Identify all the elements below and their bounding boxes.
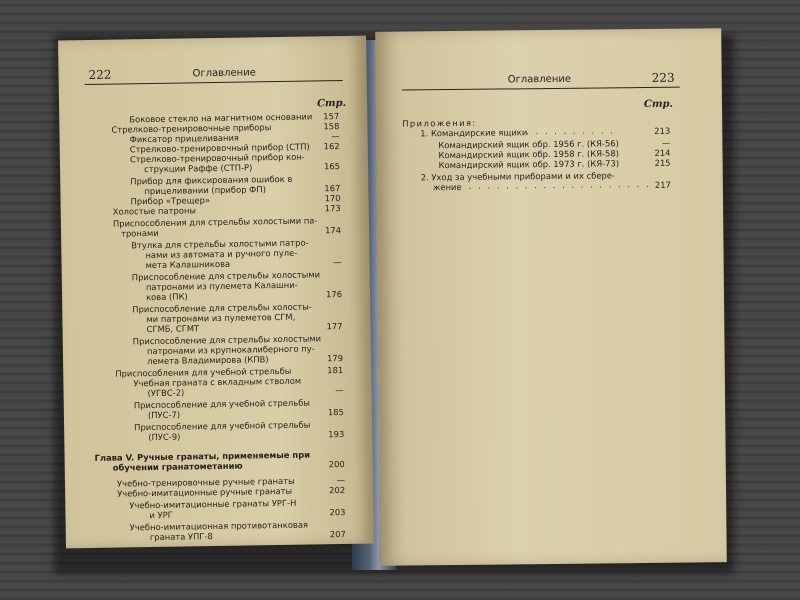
toc-entry: и УРГ <box>149 509 173 521</box>
right-running-head: Оглавление <box>507 73 572 86</box>
dot-leader: . . . . . . . . . . <box>526 125 615 137</box>
toc-entry: Холостые патроны <box>112 205 197 217</box>
toc-entry: Стрелково-тренировочный прибор (СТП) <box>129 141 310 155</box>
toc-page: 185 <box>327 407 344 418</box>
toc-entry: 2. Уход за учебными приборами и их сбере- <box>420 170 616 183</box>
toc-page: 176 <box>325 289 343 300</box>
right-header-rule <box>402 87 680 91</box>
toc-entry: Учебно-имитационная противотанковая <box>129 519 309 533</box>
toc-page: 214 <box>654 147 671 158</box>
toc-page: 179 <box>326 353 344 364</box>
right-column-header: Стр. <box>643 98 674 111</box>
toc-entry: Стрелково-тренировочный прибор кон- <box>129 151 305 165</box>
dot-leader: . . . . . . . . . . . . . . . . . . . . <box>468 178 651 191</box>
toc-entry: 1. Командирские ящики <box>420 127 528 139</box>
toc-entry: патронами из крупнокалиберного пу- <box>146 343 315 357</box>
toc-entry: Приспособление для стрельбы холостыми <box>131 269 321 283</box>
toc-entry: (ПУС-9) <box>148 431 181 443</box>
toc-page: 158 <box>323 121 340 132</box>
toc-page: — <box>336 474 346 486</box>
toc-entry: Стрелково-тренировочные приборы <box>111 122 272 135</box>
toc-entry: Приспособления для стрельбы холостыми па- <box>112 215 318 229</box>
toc-entry: тронами <box>120 227 159 239</box>
toc-entry: Приспособление для стрельбы холосты- <box>132 301 312 315</box>
toc-entry: Учебно-тренировочные ручные гранаты <box>116 475 295 489</box>
toc-page: 170 <box>324 193 341 204</box>
toc-page: 193 <box>328 429 345 440</box>
chapter-heading: Глава V. Ручные гранаты, применяемые при <box>94 449 311 463</box>
toc-entry: Командирский ящик обр. 1973 г. (КЯ-73) <box>438 158 620 171</box>
toc-entry: Приспособление для учебной стрельбы <box>134 419 311 433</box>
right-page-number: 223 <box>651 70 675 85</box>
toc-entry: патронами из пулемета Калашни- <box>145 279 298 293</box>
toc-page: — <box>661 137 671 148</box>
toc-entry: Приспособление для учебной стрельбы <box>133 397 311 411</box>
toc-entry: прицеливании (прибор ФП) <box>144 184 267 197</box>
toc-page: — <box>331 131 340 142</box>
toc-page: — <box>333 257 342 268</box>
toc-entry: СГМБ, СГМТ <box>146 323 200 335</box>
toc-entry: Прибор для фиксирования ошибок в <box>130 173 293 187</box>
toc-page: 203 <box>329 506 346 518</box>
toc-page: 157 <box>323 111 340 122</box>
toc-entry: Командирский ящик обр. 1958 г. (КЯ-58) <box>438 148 620 161</box>
toc-entry: жение <box>432 181 462 193</box>
toc-page: 173 <box>324 203 341 214</box>
chapter-heading-cont: обучении гранатометанию <box>112 460 243 473</box>
toc-page: 177 <box>326 321 343 332</box>
toc-page: 202 <box>329 484 346 496</box>
toc-entry: кова (ПК) <box>145 291 188 303</box>
toc-entry: Втулка для стрельбы холостыми патро- <box>131 237 309 251</box>
left-header-rule <box>85 80 343 85</box>
toc-entry: ми патронами из пулеметов СГМ, <box>146 311 296 325</box>
toc-entry: граната УПГ-8 <box>149 531 213 543</box>
toc-entry: Учебно-имитационные гранаты УРГ-Н <box>129 497 297 511</box>
toc-page: 215 <box>654 157 671 168</box>
toc-page: 207 <box>329 528 346 540</box>
toc-entry: (УГВС-2) <box>147 387 185 399</box>
left-column-header: Стр. <box>316 97 347 110</box>
toc-page: 165 <box>323 161 341 172</box>
toc-entry: струкции Раффе (СТП-Р) <box>143 162 253 175</box>
toc-entry: Учебно-имитационные ручные гранаты <box>117 485 293 499</box>
appendix-heading: Приложения: <box>402 117 477 129</box>
left-running-head: Оглавление <box>192 67 256 80</box>
toc-entry: Учебная граната с вкладным стволом <box>133 375 302 389</box>
left-page <box>58 36 374 549</box>
toc-entry: нами из автомата и ручного пуле- <box>145 247 298 261</box>
toc-page: 217 <box>654 179 671 190</box>
toc-entry: Прибор «Трещер» <box>130 195 211 207</box>
toc-entry: Фиксатор прицеливания <box>129 132 240 145</box>
left-page-number: 222 <box>88 67 112 82</box>
toc-entry: (ПУС-7) <box>147 409 181 421</box>
toc-entry: лемета Владимирова (КПВ) <box>146 354 269 367</box>
right-page <box>375 28 727 566</box>
toc-entry: Приспособление для стрельбы холостыми <box>132 333 322 347</box>
toc-page: 162 <box>323 141 340 152</box>
toc-page: 181 <box>327 365 344 376</box>
toc-entry: Командирский ящик обр. 1956 г. (КЯ-56) <box>438 138 619 151</box>
toc-entry: мета Калашникова <box>145 258 231 271</box>
toc-page: 200 <box>328 459 345 470</box>
toc-page: 174 <box>324 225 342 236</box>
toc-page: 167 <box>324 183 341 194</box>
toc-page: — <box>335 385 344 396</box>
toc-entry: Приспособления для учебной стрельбы <box>115 365 292 379</box>
toc-page: 213 <box>654 125 671 136</box>
toc-entry: Боковое стекло на магнитном основании <box>129 111 313 125</box>
